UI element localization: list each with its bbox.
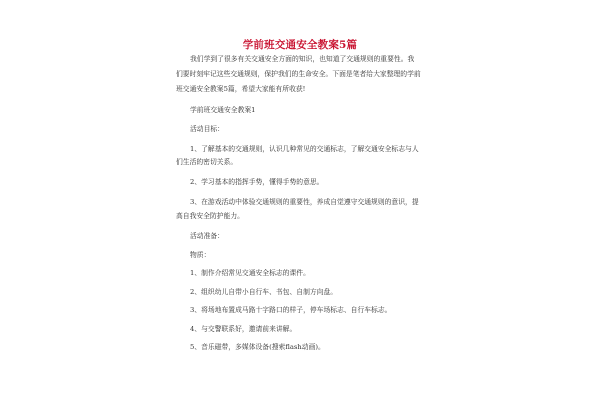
goal-3-line-2: 高自我安全防护能力。 — [176, 212, 244, 220]
goal-2: 2、学习基本的指挥手势，懂得手势的意思。 — [190, 178, 324, 186]
document-title: 学前班交通安全教案5篇 — [242, 39, 358, 51]
material-item-1: 1、制作介绍常见交通安全标志的课件。 — [190, 269, 310, 277]
material-item-2: 2、组织幼儿自带小自行车、书包、自制方向盘。 — [190, 288, 338, 296]
material-item-5: 5、音乐磁带，多媒体设备(搜索flash动画)。 — [190, 343, 325, 351]
goal-1-line-1: 1、了解基本的交通规则，认识几种常见的交通标志，了解交通安全标志与人 — [190, 145, 419, 153]
goals-heading: 活动目标： — [190, 125, 224, 133]
intro-line-1: 我们学到了很多有关交通安全方面的知识，也知道了交通规则的重要性。我 — [190, 55, 415, 63]
materials-heading: 物质： — [190, 251, 211, 259]
intro-line-2: 们要时刻牢记这些交通规则，保护我们的生命安全。下面是笔者给大家整理的学前 — [176, 70, 421, 78]
material-item-4: 4、与交警联系好，邀请前来讲解。 — [190, 325, 297, 333]
section-heading: 学前班交通安全教案1 — [190, 106, 256, 114]
intro-line-3: 班交通安全教案5篇，希望大家能有所收获! — [176, 85, 306, 93]
goal-1-line-2: 们生活的密切关系。 — [176, 158, 238, 166]
material-item-3: 3、将场地布置成马路十字路口的样子，停车场标志、自行车标志。 — [190, 306, 392, 314]
prep-heading: 活动准备： — [190, 232, 224, 240]
goal-3-line-1: 3、在游戏活动中体验交通规则的重要性，养成自觉遵守交通规则的意识，提 — [190, 198, 419, 206]
